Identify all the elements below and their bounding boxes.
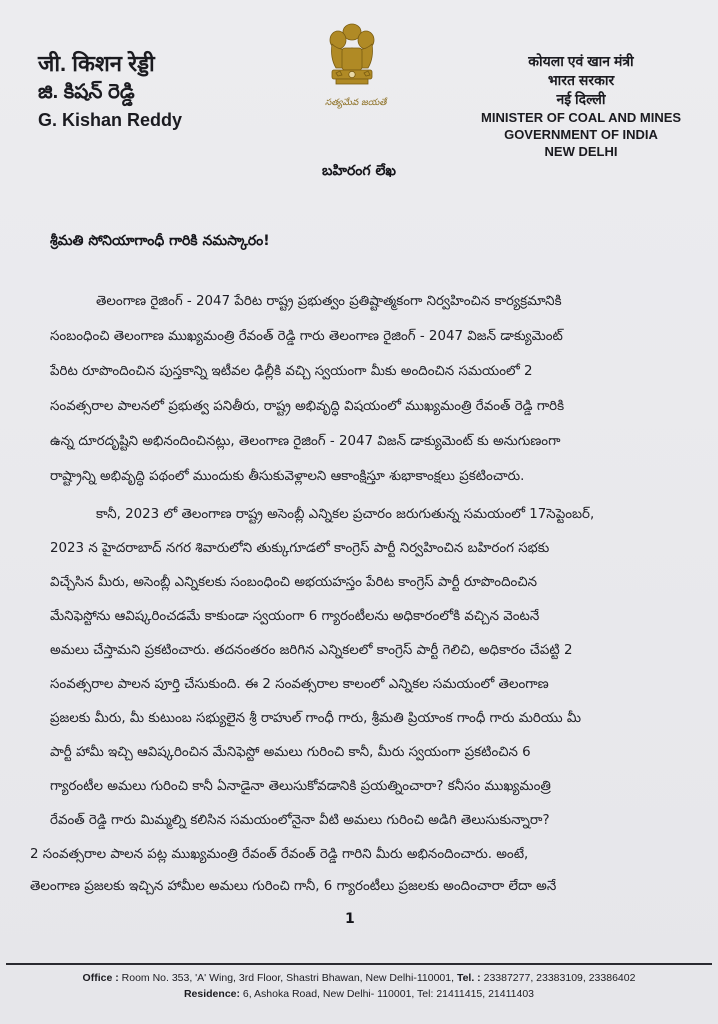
office-english-line-3: NEW DELHI [544, 144, 618, 159]
body-line: ప్రజలకు మీరు, మీ కుటుంబ సభ్యులైన శ్రీ రాహుల్ గాంధీ గారు, శ్రీమతి ప్రియాంక గాంధీ గారు మరియు మీ [50, 711, 582, 726]
sender-name-hindi: जी. किशन रेड्डी [38, 51, 155, 76]
office-hindi-line-2: भारत सरकार [547, 72, 615, 88]
body-line: సంవత్సరాల పాలనలో ప్రభుత్వ పనితీరు, రాష్ట్ర అభివృద్ధి విషయంలో ముఖ్యమంత్రి రేవంత్ రెడ్డి గారికి [50, 399, 565, 414]
body-line: కానీ, 2023 లో తెలంగాణ రాష్ట్ర అసెంబ్లీ ఎన్నికల ప్రచారం జరుగుతున్న సమయంలో 17సెప్టెంబర్, [96, 507, 595, 522]
body-line: ఉన్న దూరదృష్టిని అభినందించినట్లు, తెలంగాణ రైజింగ్ - 2047 విజన్ డాక్యుమెంట్ కు అనుగుణంగా [50, 434, 561, 449]
body-line: సంబంధించి తెలంగాణ ముఖ్యమంత్రి రేవంత్ రెడ్డి గారు తెలంగాణ రైజింగ్ - 2047 విజన్ డాక్యుమెంట్ [50, 329, 563, 344]
body-line: తెలంగాణ ప్రజలకు ఇచ్చిన హామీల అమలు గురించి గానీ, 6 గ్యారంటీలు ప్రజలకు అందించారా లేదా అనే [30, 879, 557, 894]
body-line: పేరిట రూపొందించిన పుస్తకాన్ని ఇటీవల ఢిల్లీకి వచ్చి స్వయంగా మీకు అందించిన సమయంలో 2 [50, 364, 533, 379]
body-line: రేవంత్ రెడ్డి గారు మిమ్మల్ని కలిసిన సమయంలోనైనా వీటి అమలు గురించి అడిగి తెలుసుకున్నారా? [50, 813, 550, 828]
letter-salutation: శ్రీమతి సోనియాగాంధీ గారికి నమస్కారం! [50, 233, 270, 249]
footer-office-address: Room No. 353, 'A' Wing, 3rd Floor, Shastri Bhawan, New Delhi-110001, [121, 972, 455, 984]
office-hindi-line-1: कोयला एवं खान मंत्री [528, 53, 634, 69]
footer-office-line [0, 971, 718, 985]
footer-office-label: Office : [82, 972, 119, 984]
body-line: విచ్చేసిన మీరు, అసెంబ్లీ ఎన్నికలకు సంబంధించి అభయహస్తం పేరిట కాంగ్రెస్ పార్టీ రూపొందించిన [50, 575, 537, 590]
body-line: తెలంగాణ రైజింగ్ - 2047 పేరిట రాష్ట్ర ప్రభుత్వం ప్రతిష్టాత్మకంగా నిర్వహించిన కార్యక్రమానికి [96, 294, 562, 309]
sender-name-telugu: జి. కిషన్ రెడ్డి [38, 81, 135, 103]
body-line: 2023 న హైదరాబాద్ నగర శివారులోని తుక్కుగూడలో కాంగ్రెస్ పార్టీ నిర్వహించిన బహిరంగ సభకు [50, 541, 550, 556]
body-line: సంవత్సరాల పాలన పూర్తి చేసుకుంది. ఈ 2 సంవత్సరాల కాలంలో ఎన్నికల సమయంలో తెలంగాణ [50, 677, 549, 692]
sender-name-english: G. Kishan Reddy [38, 110, 183, 130]
body-line: గ్యారంటీల అమలు గురించి కానీ ఏనాడైనా తెలుసుకోవడానికి ప్రయత్నించారా? కనీసం ముఖ్యమంత్రి [50, 779, 551, 794]
sender-name-block [38, 50, 182, 134]
body-line: మేనిఫెస్టోను ఆవిష్కరించడమే కాకుండా స్వయంగా 6 గ్యారంటీలను అధికారంలోకి వచ్చిన వెంటనే [50, 609, 540, 624]
office-designation-block [481, 52, 681, 160]
footer-tel-numbers: 23387277, 23383109, 23386402 [483, 972, 636, 984]
footer-divider [6, 963, 712, 965]
letter-subject: బహిరంగ లేఖ [322, 163, 396, 179]
body-line: అమలు చేస్తామని ప్రకటించారు. తదనంతరం జరిగిన ఎన్నికలలో కాంగ్రెస్ పార్టీ గెలిచి, అధికారం చేపట్టి 2 [50, 643, 573, 658]
footer-tel-label: Tel. : [456, 972, 481, 984]
body-line: రాష్ట్రాన్ని అభివృద్ధి పథంలో ముందుకు తీసుకువెళ్లాలని ఆకాంక్షిస్తూ శుభాకాంక్షలు ప్రకటించారు. [50, 469, 525, 484]
body-line: పార్టీ హామీ ఇచ్చి ఆవిష్కరించిన మేనిఫెస్టో అమలు గురించి కానీ, మీరు స్వయంగా ప్రకటించిన 6 [50, 745, 531, 760]
office-english-line-1: MINISTER OF COAL AND MINES [481, 110, 682, 125]
footer-residence-label: Residence: [183, 988, 240, 1000]
page-number: 1 [345, 911, 355, 927]
footer-residence-address: 6, Ashoka Road, New Delhi- 110001, Tel: 21411415, 21411403 [242, 988, 535, 1000]
emblem-motto: సత్యమేవ జయతే [325, 98, 387, 108]
office-hindi-line-3: नई दिल्ली [556, 91, 606, 107]
body-line: 2 సంవత్సరాల పాలన పట్ల ముఖ్యమంత్రి రేవంత్ రేవంత్ రెడ్డి గారిని మీరు అభినందించారు. అంటే, [30, 847, 529, 862]
footer-residence-line [0, 987, 718, 1001]
office-english-line-2: GOVERNMENT OF INDIA [504, 127, 658, 142]
